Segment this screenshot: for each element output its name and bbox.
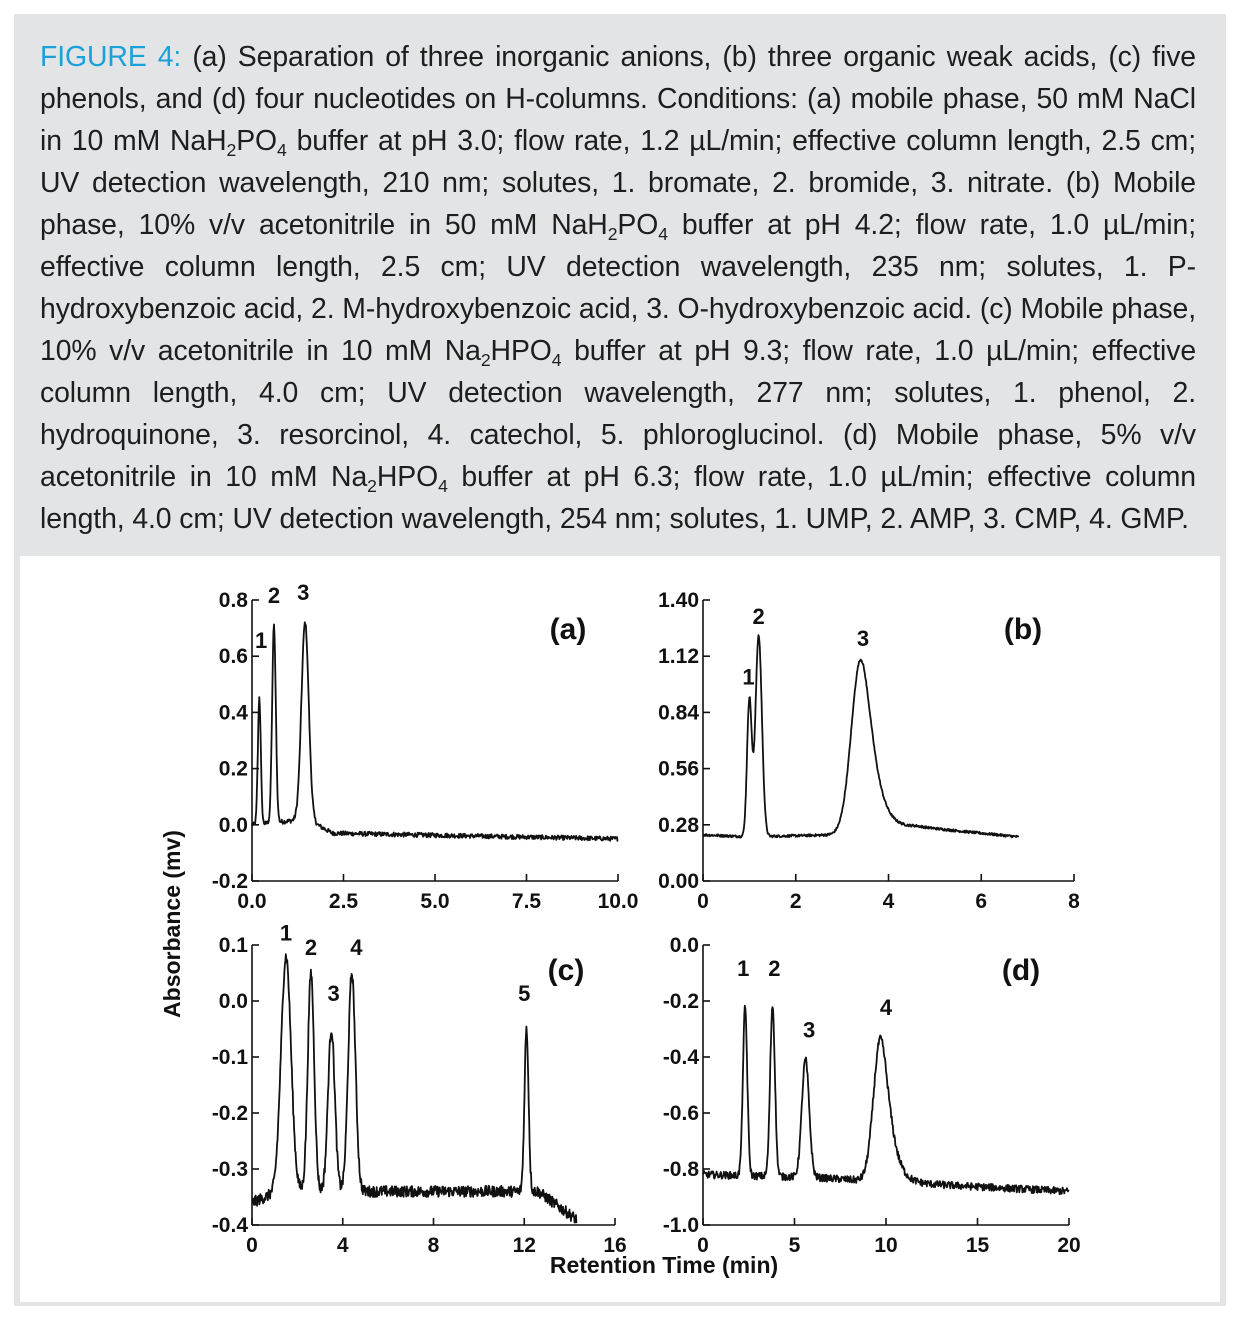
peak-label: 5 bbox=[518, 981, 531, 1006]
peak-label: 3 bbox=[327, 981, 340, 1006]
y-tick-label: 0.00 bbox=[658, 870, 699, 893]
caption-subscript: 4 bbox=[277, 140, 287, 161]
peak-label: 3 bbox=[803, 1017, 816, 1043]
x-tick-label: 0 bbox=[697, 890, 709, 913]
chart-area bbox=[20, 556, 1220, 1302]
panel-title: (d) bbox=[1001, 954, 1041, 987]
figure-label: FIGURE 4: bbox=[40, 41, 182, 73]
chromatogram-trace bbox=[703, 1006, 1069, 1194]
y-tick-label: 1.40 bbox=[658, 589, 699, 612]
chromatogram-figure bbox=[20, 556, 1220, 1302]
x-tick-label: 0 bbox=[697, 1234, 709, 1257]
y-tick-label: 0.6 bbox=[218, 645, 248, 669]
x-tick-label: 8 bbox=[427, 1234, 440, 1257]
x-tick-label: 5.0 bbox=[420, 890, 450, 913]
caption-text: HPO bbox=[490, 335, 552, 367]
caption-subscript: 4 bbox=[438, 476, 448, 497]
panel-title: (c) bbox=[547, 954, 585, 987]
caption-text: PO bbox=[617, 209, 659, 241]
y-tick-label: -0.4 bbox=[662, 1046, 699, 1069]
x-tick-label: 6 bbox=[975, 890, 988, 913]
x-tick-label: 8 bbox=[1068, 890, 1080, 913]
chromatogram-trace bbox=[252, 622, 618, 841]
x-tick-label: 20 bbox=[1057, 1234, 1081, 1257]
caption-text: buffer at pH 6.3; flow rate, 1.0 µL/min; effective column length, 4.0 cm; UV detection wavelength, 254 nm; solutes, 1. UMP, 2. AMP, 3. CMP, 4. GMP. bbox=[40, 461, 1196, 535]
y-tick-label: -0.6 bbox=[662, 1102, 699, 1125]
y-tick-label: 0.4 bbox=[218, 701, 248, 725]
y-tick-label: 0.28 bbox=[658, 813, 699, 837]
caption-text: buffer at pH 3.0; flow rate, 1.2 µL/min; effective column length, 2.5 cm; UV detection wavelength, 210 nm; solutes, 1. bromate, 2. bromide, 3. nitrate. (b) Mobile phase, 10% v/v acetonitrile in 50 mM NaH bbox=[40, 125, 1196, 241]
peak-label: 3 bbox=[856, 626, 870, 652]
y-tick-label: -1.0 bbox=[662, 1214, 699, 1237]
x-tick-label: 0 bbox=[246, 1234, 258, 1257]
y-tick-label: 0.8 bbox=[218, 589, 248, 612]
caption-subscript: 2 bbox=[480, 350, 491, 371]
y-tick-label: 0.56 bbox=[658, 757, 699, 781]
peak-label: 2 bbox=[768, 955, 781, 981]
peak-label: 1 bbox=[737, 955, 750, 981]
caption-text: HPO bbox=[376, 461, 439, 493]
peak-label: 1 bbox=[742, 664, 755, 690]
caption-text: buffer at pH 4.2; flow rate, 1.0 µL/min; effective column length, 2.5 cm; UV detection wavelength, 235 nm; solutes, 1. P-hydroxybenzoic acid, 2. M-hydroxybenzoic acid, 3. O-hydroxybenzoic acid. (c) Mobile phase, 10% v/v acetonitrile in 10 mM Na bbox=[40, 209, 1196, 367]
y-tick-label: -0.2 bbox=[662, 990, 699, 1013]
x-tick-label: 7.5 bbox=[511, 890, 542, 913]
y-tick-label: 0.0 bbox=[669, 934, 699, 957]
caption-subscript: 4 bbox=[658, 224, 668, 245]
peak-label: 1 bbox=[279, 920, 293, 946]
caption-text: (a) Separation of three inorganic anions, (b) three organic weak acids, (c) five phenols, and (d) four nucleotides on H-columns. Conditions: (a) mobile phase, 50 mM NaCl in 10 mM NaH bbox=[40, 41, 1197, 157]
y-tick-label: -0.4 bbox=[211, 1214, 248, 1237]
panel-title: (b) bbox=[1003, 613, 1043, 646]
caption-subscript: 2 bbox=[367, 476, 377, 497]
y-tick-label: 0.0 bbox=[218, 813, 248, 837]
y-tick-label: 0.84 bbox=[658, 701, 699, 725]
y-tick-label: -0.2 bbox=[211, 870, 248, 893]
panel-title: (a) bbox=[549, 613, 587, 646]
y-tick-label: -0.1 bbox=[211, 1046, 248, 1069]
peak-label: 2 bbox=[267, 582, 281, 608]
x-axis-label: Retention Time (min) bbox=[549, 1252, 779, 1278]
y-axis-label: Absorbance (mv) bbox=[159, 830, 185, 1018]
x-tick-label: 0.0 bbox=[237, 890, 267, 913]
peak-label: 2 bbox=[752, 604, 765, 630]
y-tick-label: 0.2 bbox=[218, 757, 248, 781]
peak-label: 2 bbox=[304, 935, 318, 961]
peak-label: 3 bbox=[297, 580, 310, 605]
peak-label: 4 bbox=[350, 935, 363, 961]
x-tick-label: 12 bbox=[512, 1234, 536, 1257]
caption-subscript: 2 bbox=[607, 224, 618, 245]
caption-subscript: 4 bbox=[551, 350, 562, 371]
caption-subscript: 2 bbox=[226, 140, 237, 161]
peak-label: 4 bbox=[879, 995, 893, 1020]
y-tick-label: 0.1 bbox=[218, 934, 248, 957]
figure-caption bbox=[40, 36, 1196, 540]
x-tick-label: 2 bbox=[789, 890, 802, 913]
y-tick-label: -0.8 bbox=[662, 1158, 699, 1181]
caption-body bbox=[40, 41, 1196, 535]
x-tick-label: 10 bbox=[874, 1234, 898, 1257]
y-tick-label: -0.2 bbox=[211, 1102, 248, 1125]
x-tick-label: 4 bbox=[882, 890, 895, 913]
peak-label: 1 bbox=[255, 627, 268, 653]
x-tick-label: 5 bbox=[788, 1234, 801, 1257]
y-tick-label: 0.0 bbox=[218, 990, 248, 1013]
caption-text: buffer at pH 9.3; flow rate, 1.0 µL/min; effective column length, 4.0 cm; UV detection wavelength, 277 nm; solutes, 1. phenol, 2. hydroquinone, 3. resorcinol, 4. catechol, 5. phloroglucinol. (d) Mobile phase, 5% v/v acetonitrile in 10 mM Na bbox=[40, 335, 1197, 493]
y-tick-label: 1.12 bbox=[658, 645, 699, 669]
figure-panel bbox=[14, 14, 1226, 1306]
caption-text: PO bbox=[236, 125, 278, 157]
x-tick-label: 16 bbox=[603, 1234, 627, 1257]
x-tick-label: 2.5 bbox=[328, 890, 359, 913]
x-tick-label: 15 bbox=[965, 1234, 990, 1257]
x-tick-label: 4 bbox=[336, 1234, 349, 1257]
y-tick-label: -0.3 bbox=[211, 1158, 248, 1181]
x-tick-label: 10.0 bbox=[597, 890, 639, 913]
